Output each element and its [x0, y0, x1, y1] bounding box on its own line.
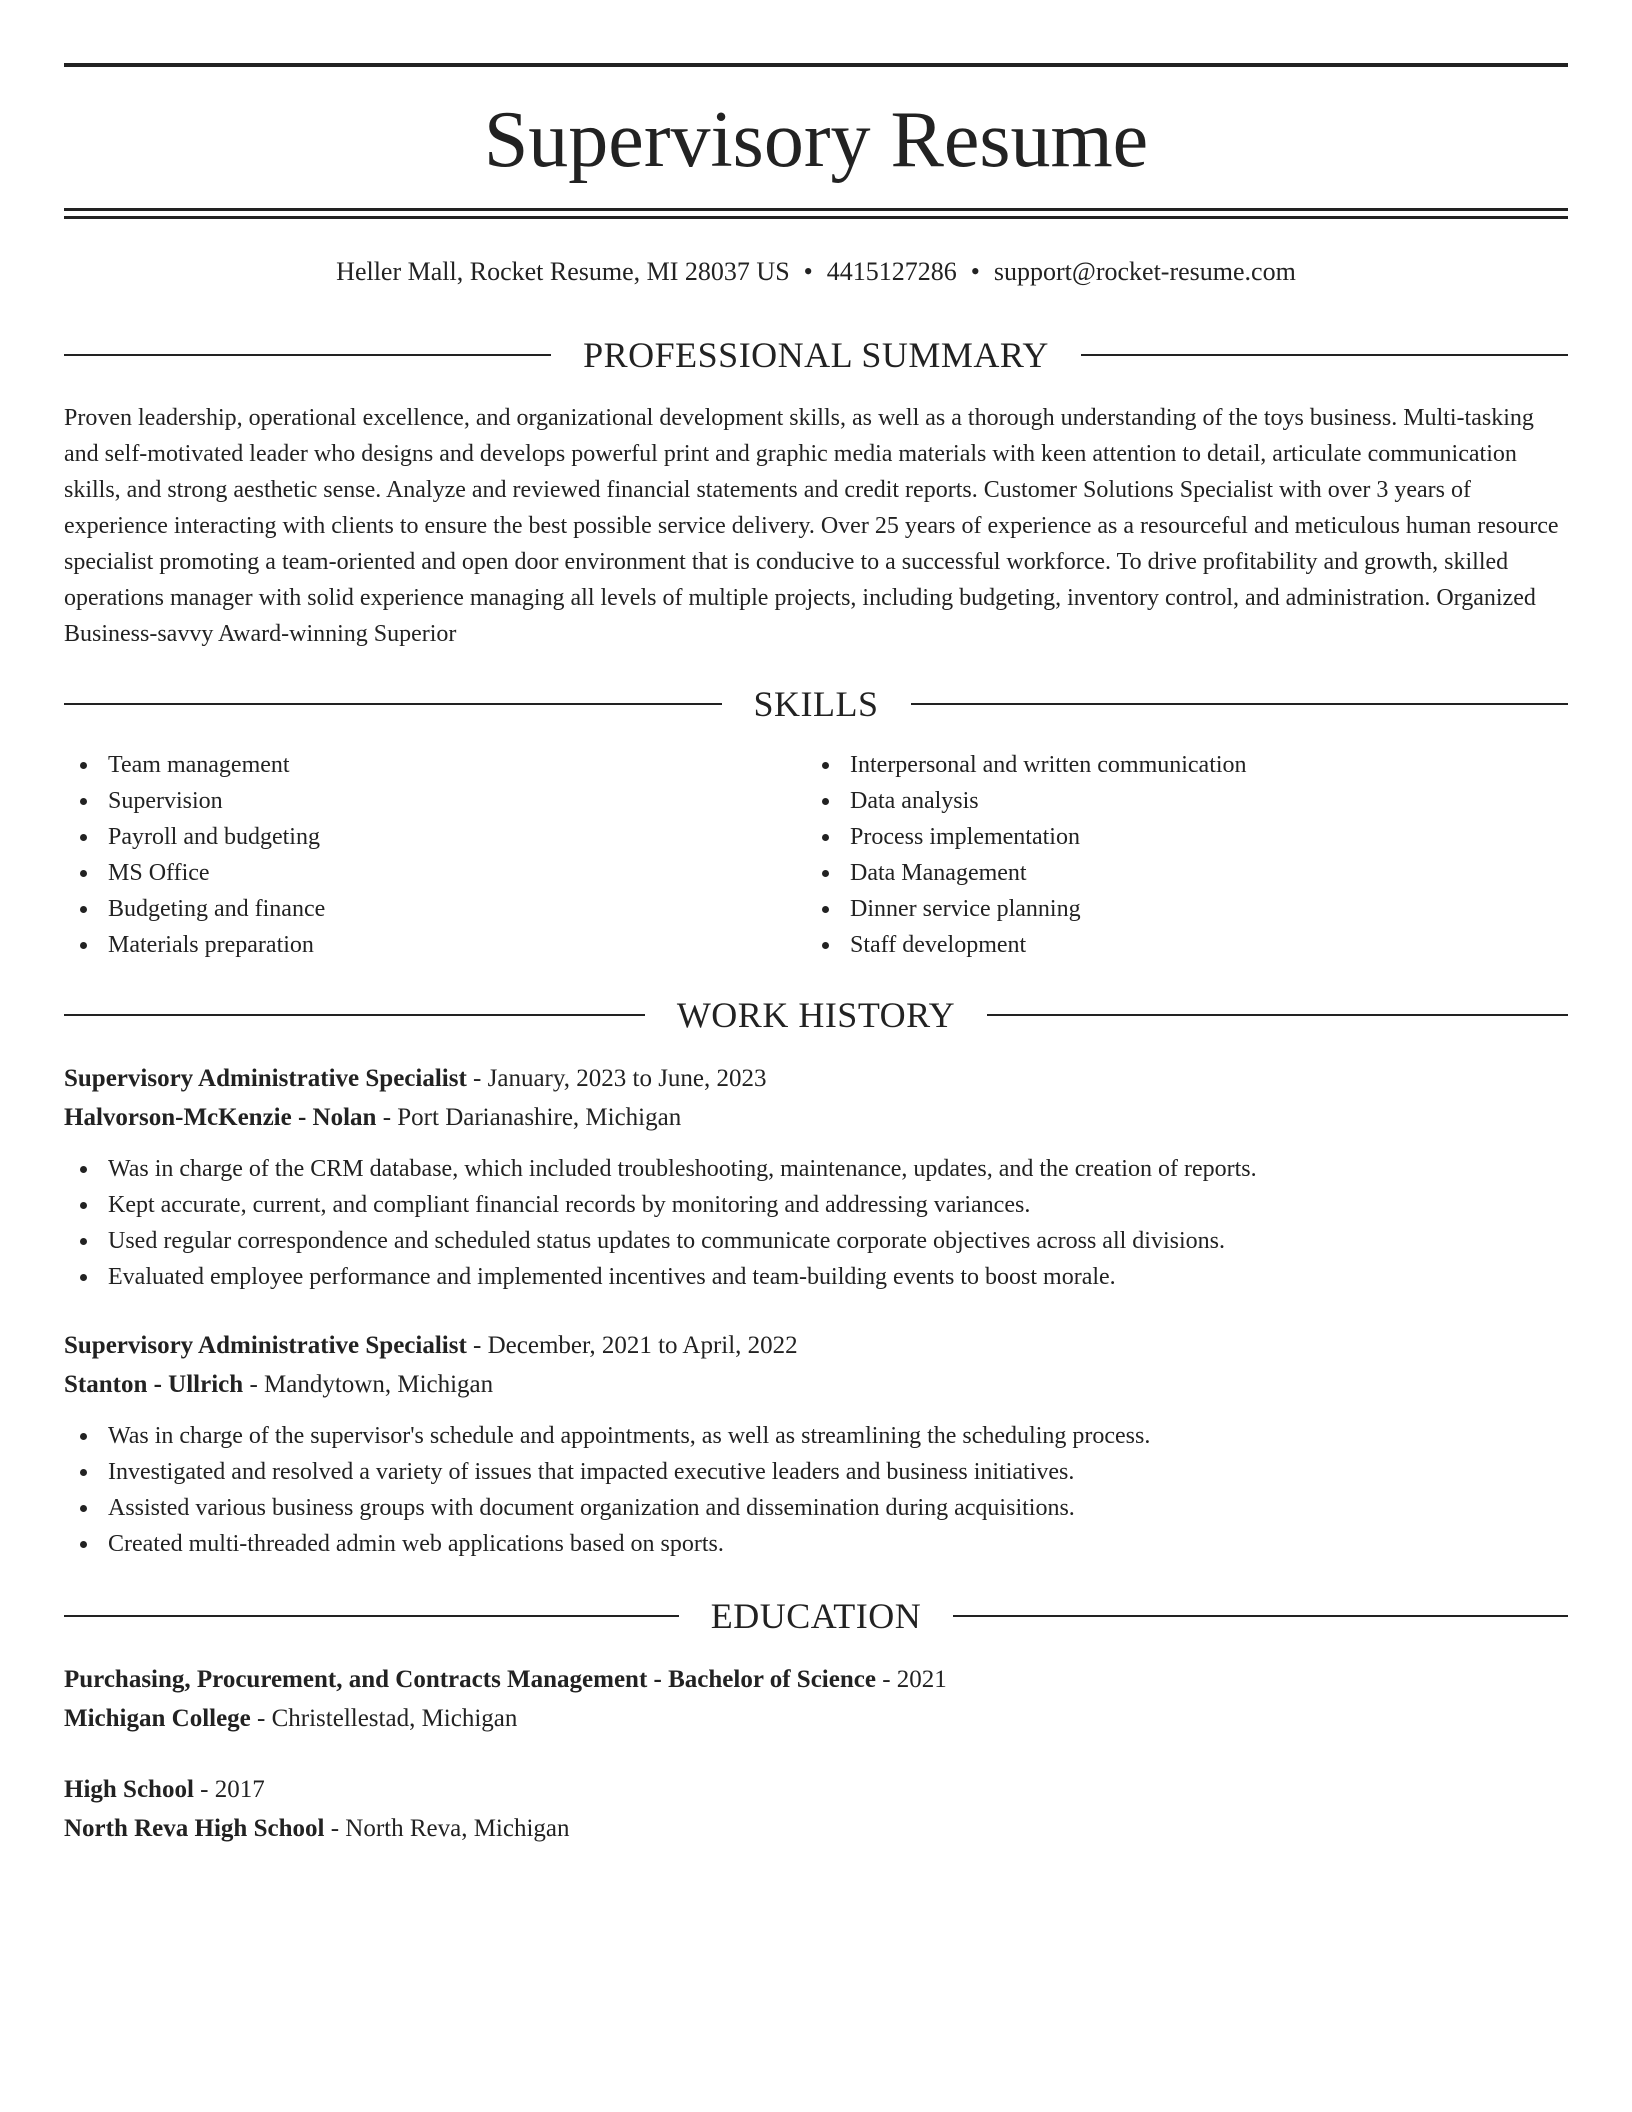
heading-rule-left — [64, 1615, 679, 1617]
contact-email: support@rocket-resume.com — [993, 257, 1296, 286]
job-company: Stanton - Ullrich — [64, 1371, 244, 1398]
contact-line — [64, 252, 1568, 292]
education-year: - 2021 — [875, 1666, 947, 1693]
job-bullet: Assisted various business groups with document organization and dissemination during acquisitions. — [64, 1490, 1568, 1526]
education-entry — [64, 1770, 1568, 1848]
education-heading — [64, 1591, 1568, 1641]
job-bullet: Was in charge of the supervisor's schedule and appointments, as well as streamlining the scheduling process. — [64, 1418, 1568, 1454]
job-dates: - January, 2023 to June, 2023 — [466, 1065, 767, 1092]
job-location: - Mandytown, Michigan — [243, 1371, 494, 1398]
heading-rule-right — [911, 703, 1569, 705]
skill-item: Budgeting and finance — [64, 891, 764, 927]
education-school: Michigan College — [64, 1705, 251, 1732]
skills-list-right — [806, 747, 1506, 963]
heading-rule-right — [953, 1615, 1568, 1617]
education-location: - Christellestad, Michigan — [250, 1705, 518, 1732]
heading-rule-left — [64, 354, 551, 356]
job-bullets — [64, 1418, 1568, 1562]
skill-item: Staff development — [806, 927, 1506, 963]
job-bullet: Used regular correspondence and scheduled status updates to communicate corporate objectives across all divisions. — [64, 1223, 1568, 1259]
skill-item: Team management — [64, 747, 764, 783]
job-bullet: Created multi-threaded admin web applications based on sports. — [64, 1526, 1568, 1562]
title-double-rule-lower — [64, 216, 1568, 219]
skills-heading — [64, 679, 1568, 729]
skill-item: Materials preparation — [64, 927, 764, 963]
job-company-line — [64, 1365, 1568, 1404]
job-bullet: Investigated and resolved a variety of issues that impacted executive leaders and business initiatives. — [64, 1454, 1568, 1490]
job-bullet: Evaluated employee performance and implemented incentives and team-building events to boost morale. — [64, 1259, 1568, 1295]
job-bullet: Was in charge of the CRM database, which included troubleshooting, maintenance, updates, and the creation of reports. — [64, 1151, 1568, 1187]
education-degree: Purchasing, Procurement, and Contracts Management - Bachelor of Science — [64, 1666, 876, 1693]
job-bullets — [64, 1151, 1568, 1295]
job-title: Supervisory Administrative Specialist — [64, 1065, 467, 1092]
skill-item: Dinner service planning — [806, 891, 1506, 927]
title-double-rule-upper — [64, 208, 1568, 211]
education-entry — [64, 1660, 1568, 1738]
work-heading-label: WORK HISTORY — [676, 995, 956, 1035]
education-school: North Reva High School — [64, 1815, 325, 1842]
heading-rule-left — [64, 703, 722, 705]
education-year: - 2017 — [193, 1776, 265, 1803]
skill-item: Interpersonal and written communication — [806, 747, 1506, 783]
top-rule — [64, 63, 1568, 67]
skill-item: MS Office — [64, 855, 764, 891]
resume-title: Supervisory Resume — [483, 96, 1149, 184]
education-degree-line — [64, 1660, 1568, 1699]
skill-item: Supervision — [64, 783, 764, 819]
job-title: Supervisory Administrative Specialist — [64, 1332, 467, 1359]
job-title-line — [64, 1326, 1568, 1365]
skill-item: Data analysis — [806, 783, 1506, 819]
education-degree: High School — [64, 1776, 194, 1803]
job-entry — [64, 1326, 1568, 1562]
summary-text: Proven leadership, operational excellence, and organizational development skills, as well as a thorough understanding of the toys business. Multi-tasking and self-motivated leader who designs and develops powerful print and graphic media materials with keen attention to detail, articulate communication skills, and strong aesthetic sense. Analyze and reviewed financial statements and credit reports. Customer Solutions Specialist with over 3 years of experience interacting with clients to ensure the best possible service delivery. Over 25 years of experience as a resourceful and meticulous human resource specialist promoting a team-oriented and open door environment that is conducive to a successful workforce. To drive profitability and growth, skilled operations manager with solid experience managing all levels of multiple projects, including budgeting, inventory control, and administration. Organized Business-savvy Award-winning Superior — [64, 405, 1559, 647]
summary-heading-label: PROFESSIONAL SUMMARY — [583, 335, 1049, 375]
contact-phone: 4415127286 — [826, 257, 957, 286]
education-heading-label: EDUCATION — [710, 1596, 922, 1636]
job-title-line — [64, 1059, 1568, 1098]
skill-item: Process implementation — [806, 819, 1506, 855]
contact-address: Heller Mall, Rocket Resume, MI 28037 US — [336, 257, 790, 286]
job-dates: - December, 2021 to April, 2022 — [466, 1332, 798, 1359]
education-school-line — [64, 1699, 1568, 1738]
job-company: Halvorson-McKenzie - Nolan — [64, 1104, 377, 1131]
education-location: - North Reva, Michigan — [324, 1815, 570, 1842]
heading-rule-right — [987, 1014, 1568, 1016]
job-bullet: Kept accurate, current, and compliant financial records by monitoring and addressing variances. — [64, 1187, 1568, 1223]
contact-separator: • — [970, 257, 980, 286]
summary-heading — [64, 330, 1568, 380]
education-school-line — [64, 1809, 1568, 1848]
heading-rule-right — [1081, 354, 1568, 356]
job-company-line — [64, 1098, 1568, 1137]
skill-item: Data Management — [806, 855, 1506, 891]
heading-rule-left — [64, 1014, 645, 1016]
job-location: - Port Darianashire, Michigan — [376, 1104, 682, 1131]
job-entry — [64, 1059, 1568, 1295]
skill-item: Payroll and budgeting — [64, 819, 764, 855]
contact-separator: • — [803, 257, 813, 286]
skills-list-left — [64, 747, 764, 963]
work-heading — [64, 990, 1568, 1040]
education-degree-line — [64, 1770, 1568, 1809]
skills-heading-label: SKILLS — [753, 684, 879, 724]
